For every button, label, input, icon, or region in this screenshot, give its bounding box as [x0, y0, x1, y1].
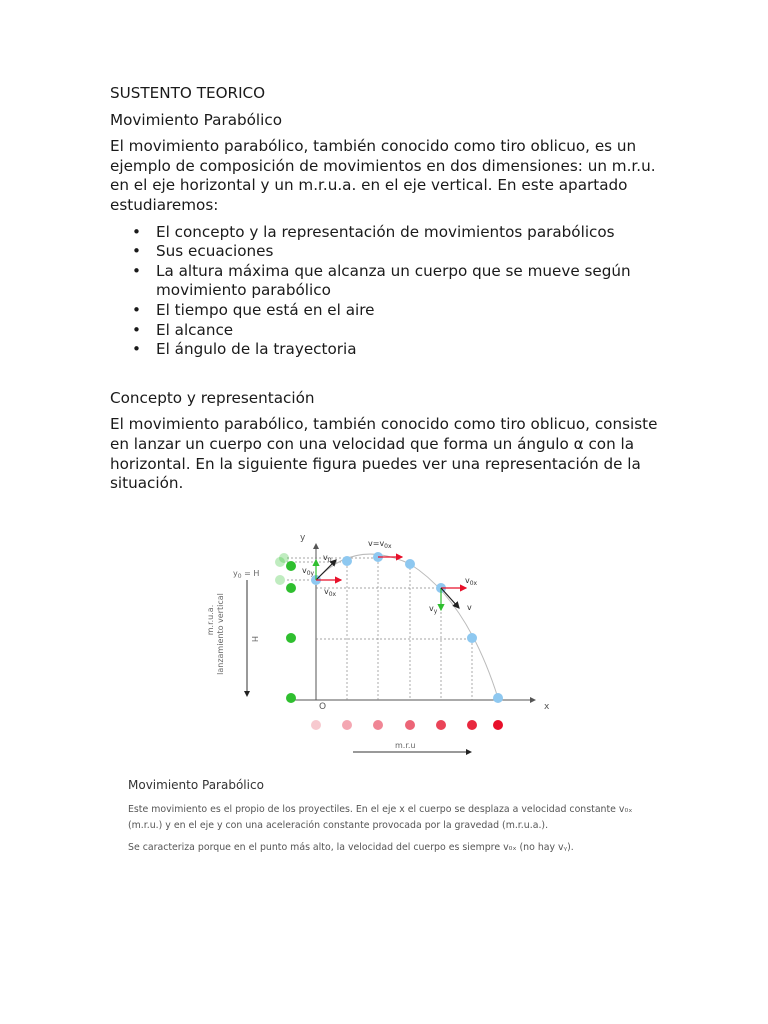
- horizontal-dot: [373, 720, 383, 730]
- vx-right-label-sub: 0x: [469, 580, 478, 587]
- v-label: v: [467, 603, 472, 612]
- topics-list: [110, 223, 670, 360]
- projectile-figure: [195, 528, 565, 763]
- svg-text:v0x: [465, 576, 478, 587]
- horizontal-dot: [311, 720, 321, 730]
- section2-paragraph: El movimiento parabólico, también conocido como tiro oblicuo, consiste en lanzar un cuerpo con una velocidad que forma un ángulo α con la horizontal. En la siguiente figura puedes ver una representación de la situación.: [110, 415, 658, 493]
- vy-label: v: [429, 604, 434, 613]
- svg-text:v0x: [324, 587, 337, 598]
- section2-title: Concepto y representación: [110, 388, 315, 407]
- caption-line: Este movimiento es el propio de los proyectiles. En el eje x el cuerpo se desplaza a velocidad constante v₀ₓ: [128, 804, 633, 815]
- horizontal-dot: [342, 720, 352, 730]
- v0-label: v: [323, 553, 328, 562]
- y0-label-tail: = H: [241, 569, 260, 578]
- intro-paragraph: El movimiento parabólico, también conocido como tiro oblicuo, es un ejemplo de composición de movimientos en dos dimensiones: un m.r.u. en el eje horizontal y un m.r.u.a. en el eje vertical. En este apartado estudiaremos:: [110, 137, 656, 214]
- x-axis-label: x: [544, 702, 550, 712]
- v0x-label: v: [324, 587, 329, 596]
- projectile-dot: [467, 633, 477, 643]
- v0-label-sub: 0: [327, 557, 332, 564]
- svg-text:v=v0x: [368, 539, 392, 550]
- y-axis-label: y: [300, 533, 306, 543]
- svg-text:vy: [429, 604, 438, 615]
- caption-line: Se caracteriza porque en el punto más alto, la velocidad del cuerpo es siempre v₀ₓ (no hay vᵧ).: [128, 842, 574, 853]
- v0-arrow: [316, 560, 336, 580]
- horizontal-dot: [405, 720, 415, 730]
- horizontal-dot: [436, 720, 446, 730]
- vertical-dot: [286, 633, 296, 643]
- list-item: • La altura máxima que alcanza un cuerpo que se mueve según movimiento parabólico: [156, 262, 670, 301]
- caption-line: (m.r.u.) y en el eje y con una aceleración constante provocada por la gravedad (m.r.u.a.).: [128, 820, 549, 831]
- v0y-label: v: [302, 566, 307, 575]
- vertical-dot: [286, 693, 296, 703]
- svg-text:y0 = H: [233, 569, 259, 580]
- vx-right-label: v: [465, 576, 470, 585]
- list-item: • El ángulo de la trayectoria: [156, 340, 670, 360]
- projectile-dot: [342, 556, 352, 566]
- figure-caption: [128, 778, 648, 856]
- vtop-label: v=v: [368, 539, 385, 548]
- vertical-dot: [275, 557, 285, 567]
- vtop-label-sub: 0x: [384, 543, 392, 550]
- document-heading: SUSTENTO TEORICO: [110, 84, 266, 102]
- vertical-label-1: m.r.u.a.: [206, 604, 215, 636]
- trajectory-curve: [316, 554, 498, 698]
- origin-label: O: [319, 702, 327, 712]
- list-item: • El alcance: [156, 321, 670, 341]
- y0-label-sub: 0: [237, 573, 242, 580]
- vy-label-sub: y: [433, 608, 438, 615]
- document-body: [110, 84, 670, 501]
- section-title: Movimiento Parabólico: [110, 110, 283, 129]
- v0x-label-sub: 0x: [328, 591, 337, 598]
- list-item: • El tiempo que está en el aire: [156, 301, 670, 321]
- projectile-dot: [493, 693, 503, 703]
- svg-text:v0y: [302, 566, 315, 577]
- list-item: • Sus ecuaciones: [156, 242, 670, 262]
- horizontal-dot: [467, 720, 477, 730]
- caption-title: Movimiento Parabólico: [128, 778, 264, 792]
- h-label: H: [250, 636, 259, 643]
- projectile-dot: [405, 559, 415, 569]
- v0y-label-sub: 0y: [306, 570, 315, 577]
- y0-label: y: [233, 569, 238, 578]
- vertical-dot: [286, 583, 296, 593]
- vertical-dot: [275, 575, 285, 585]
- horizontal-dot: [493, 720, 503, 730]
- vertical-label-2: lanzamiento vertical: [216, 593, 225, 675]
- mru-label: m.r.u: [395, 741, 416, 750]
- v-arrow: [441, 588, 459, 608]
- vertical-dot: [286, 561, 296, 571]
- list-item: • El concepto y la representación de movimientos parabólicos: [156, 223, 670, 243]
